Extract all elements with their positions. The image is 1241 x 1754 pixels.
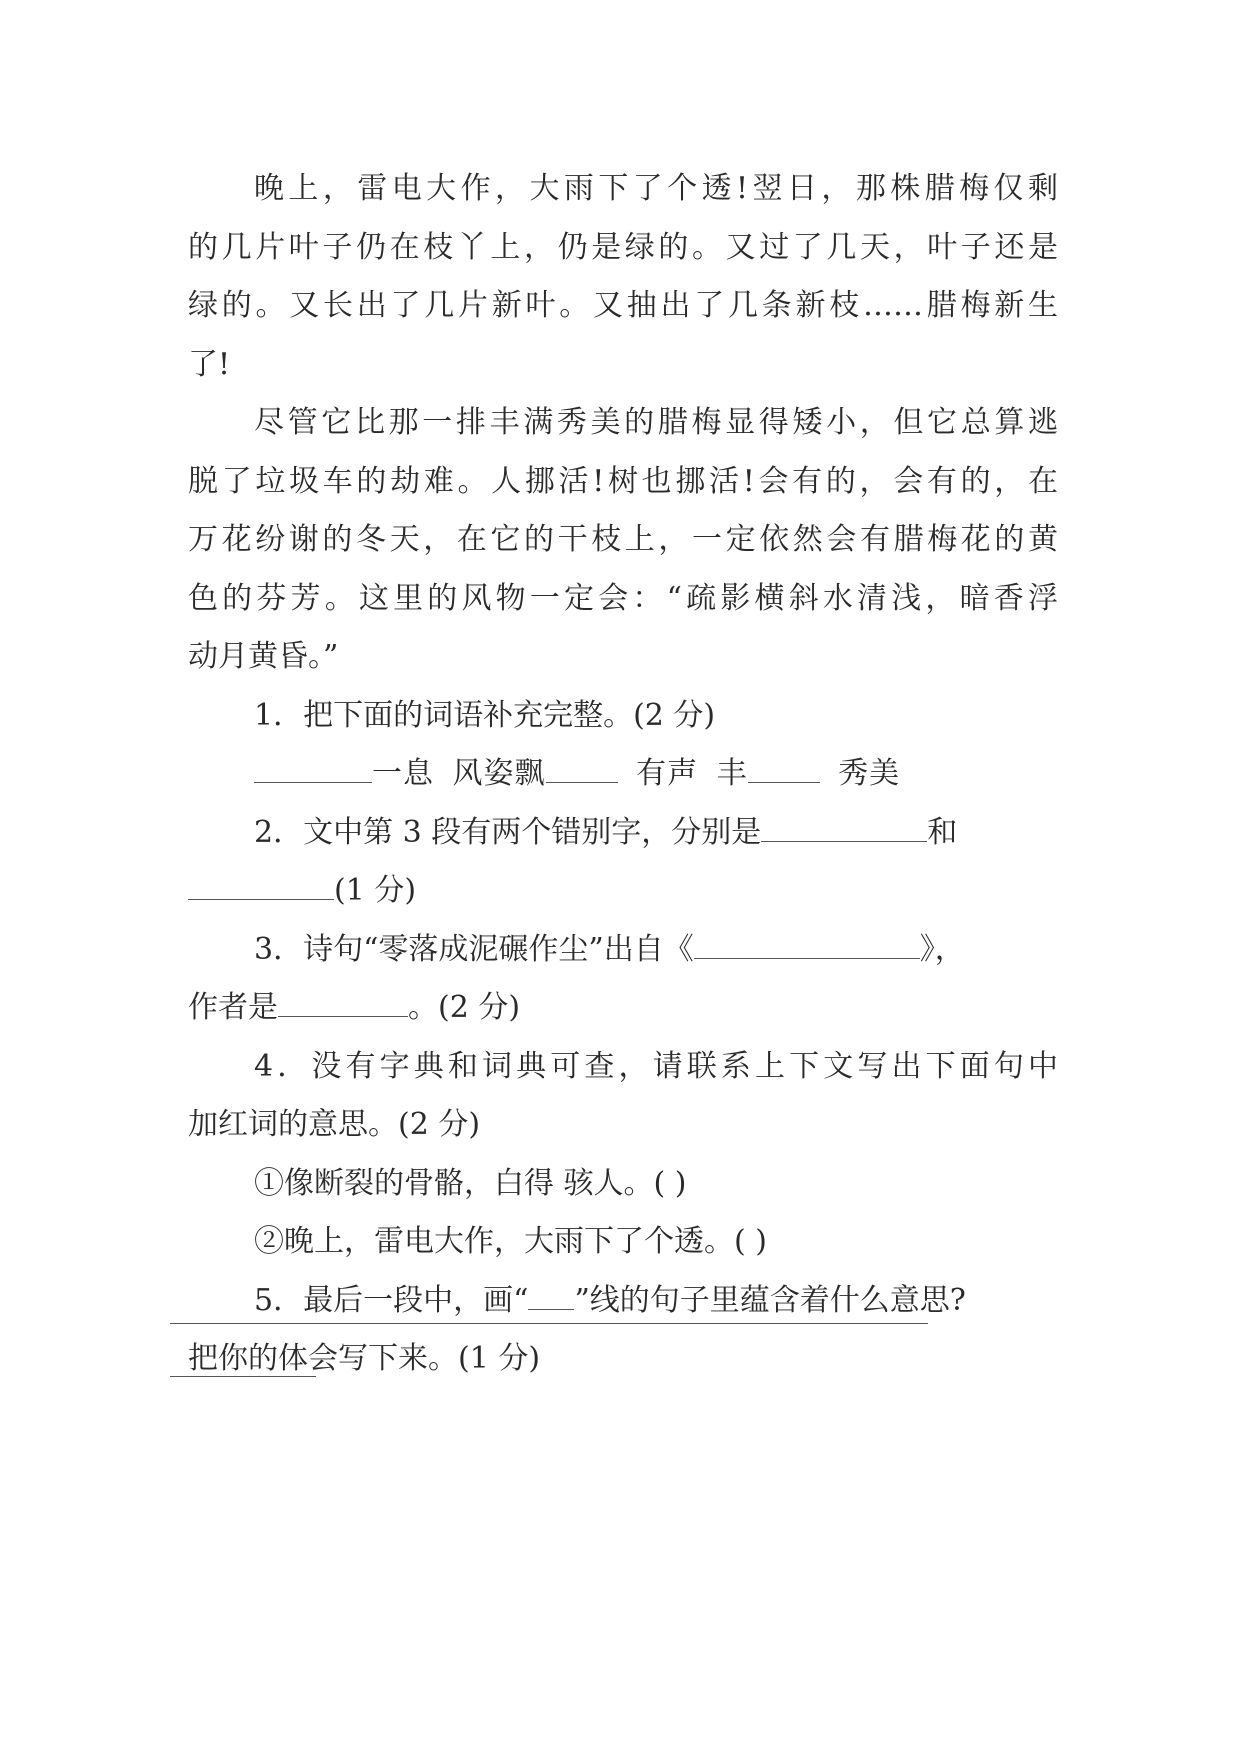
passage-p2-line5: 动月黄昏。” [188, 639, 339, 674]
question-4-line1: 4．没有字典和词典可查，请联系上下文写出下面句中 [254, 1048, 1058, 1084]
answer-line-1[interactable] [170, 1323, 928, 1324]
q1-word-5: 秀美 [838, 756, 901, 791]
passage-p1-line2: 的几片叶子仍在枝丫上，仍是绿的。又过了几天，叶子还是 [188, 229, 1058, 265]
q3-text: 3．诗句“零落成泥碾作尘”出自《 [254, 931, 694, 967]
q3-close-bracket: 》， [919, 931, 965, 967]
passage-p2-line1: 尽管它比那一排丰满秀美的腊梅显得矮小，但它总算逃 [254, 405, 1058, 440]
question-2-line1 [188, 804, 1058, 863]
question-1-prompt: 1．把下面的词语补充完整。(2 分) [254, 697, 716, 733]
passage-p1-line1: 晚上，雷电大作，大雨下了个透!翌日，那株腊梅仅剩 [254, 171, 1058, 206]
q3-score: 。(2 分) [408, 990, 521, 1025]
question-4-line2: 加红词的意思。(2 分) [188, 1107, 481, 1142]
q2-blank-1[interactable] [761, 811, 927, 842]
q1-blank-1[interactable] [254, 752, 372, 783]
question-5-line1 [188, 1272, 1058, 1331]
question-4-item2: ②晚上，雷电大作，大雨下了个透。( ) [254, 1224, 767, 1259]
q2-text: 2．文中第 3 段有两个错别字，分别是 [254, 814, 762, 850]
passage-p1-line3: 绿的。又长出了几片新叶。又抽出了几条新枝……腊梅新生 [188, 288, 1058, 323]
passage-p2-line3: 万花纷谢的冬天，在它的干枝上，一定依然会有腊梅花的黄 [188, 522, 1058, 557]
passage-p2-line2: 脱了垃圾车的劫难。人挪活!树也挪活!会有的，会有的，在 [188, 463, 1058, 499]
question-4-item1: ①像断裂的骨骼，白得 骇人。( ) [254, 1165, 687, 1201]
q1-word-4: 丰 [716, 756, 748, 791]
q3-blank-author[interactable] [278, 986, 408, 1017]
q3-blank-title[interactable] [694, 928, 920, 959]
question-3-line2 [188, 979, 1058, 1038]
q5-text-head: 5．最后一段中，画“ [254, 1282, 529, 1318]
q5-underline-sample [528, 1279, 574, 1310]
q2-blank-2[interactable] [188, 869, 334, 900]
question-5-line2: 把你的体会写下来。(1 分) [188, 1341, 541, 1376]
q1-word-1: 一息 [372, 756, 434, 791]
passage-p1-line4: 了! [188, 346, 231, 382]
q1-word-3: 有声 [636, 756, 699, 791]
q1-blank-3[interactable] [748, 752, 820, 783]
question-2-line2 [188, 862, 1058, 921]
q2-score: (1 分) [334, 873, 417, 908]
q1-blank-2[interactable] [546, 752, 618, 783]
answer-line-2[interactable] [170, 1376, 316, 1377]
worksheet-content [188, 160, 1058, 1389]
passage-p2-line4: 色的芬芳。这里的风物一定会：“疏影横斜水清浅，暗香浮 [188, 580, 1058, 616]
q5-text-tail: ”线的句子里蕴含着什么意思? [574, 1282, 966, 1318]
question-3-line1 [188, 921, 1058, 980]
q1-word-2: 风姿飘 [452, 756, 546, 791]
q2-and: 和 [927, 814, 958, 850]
q3-author-label: 作者是 [188, 990, 278, 1025]
question-1-words [188, 745, 1058, 804]
